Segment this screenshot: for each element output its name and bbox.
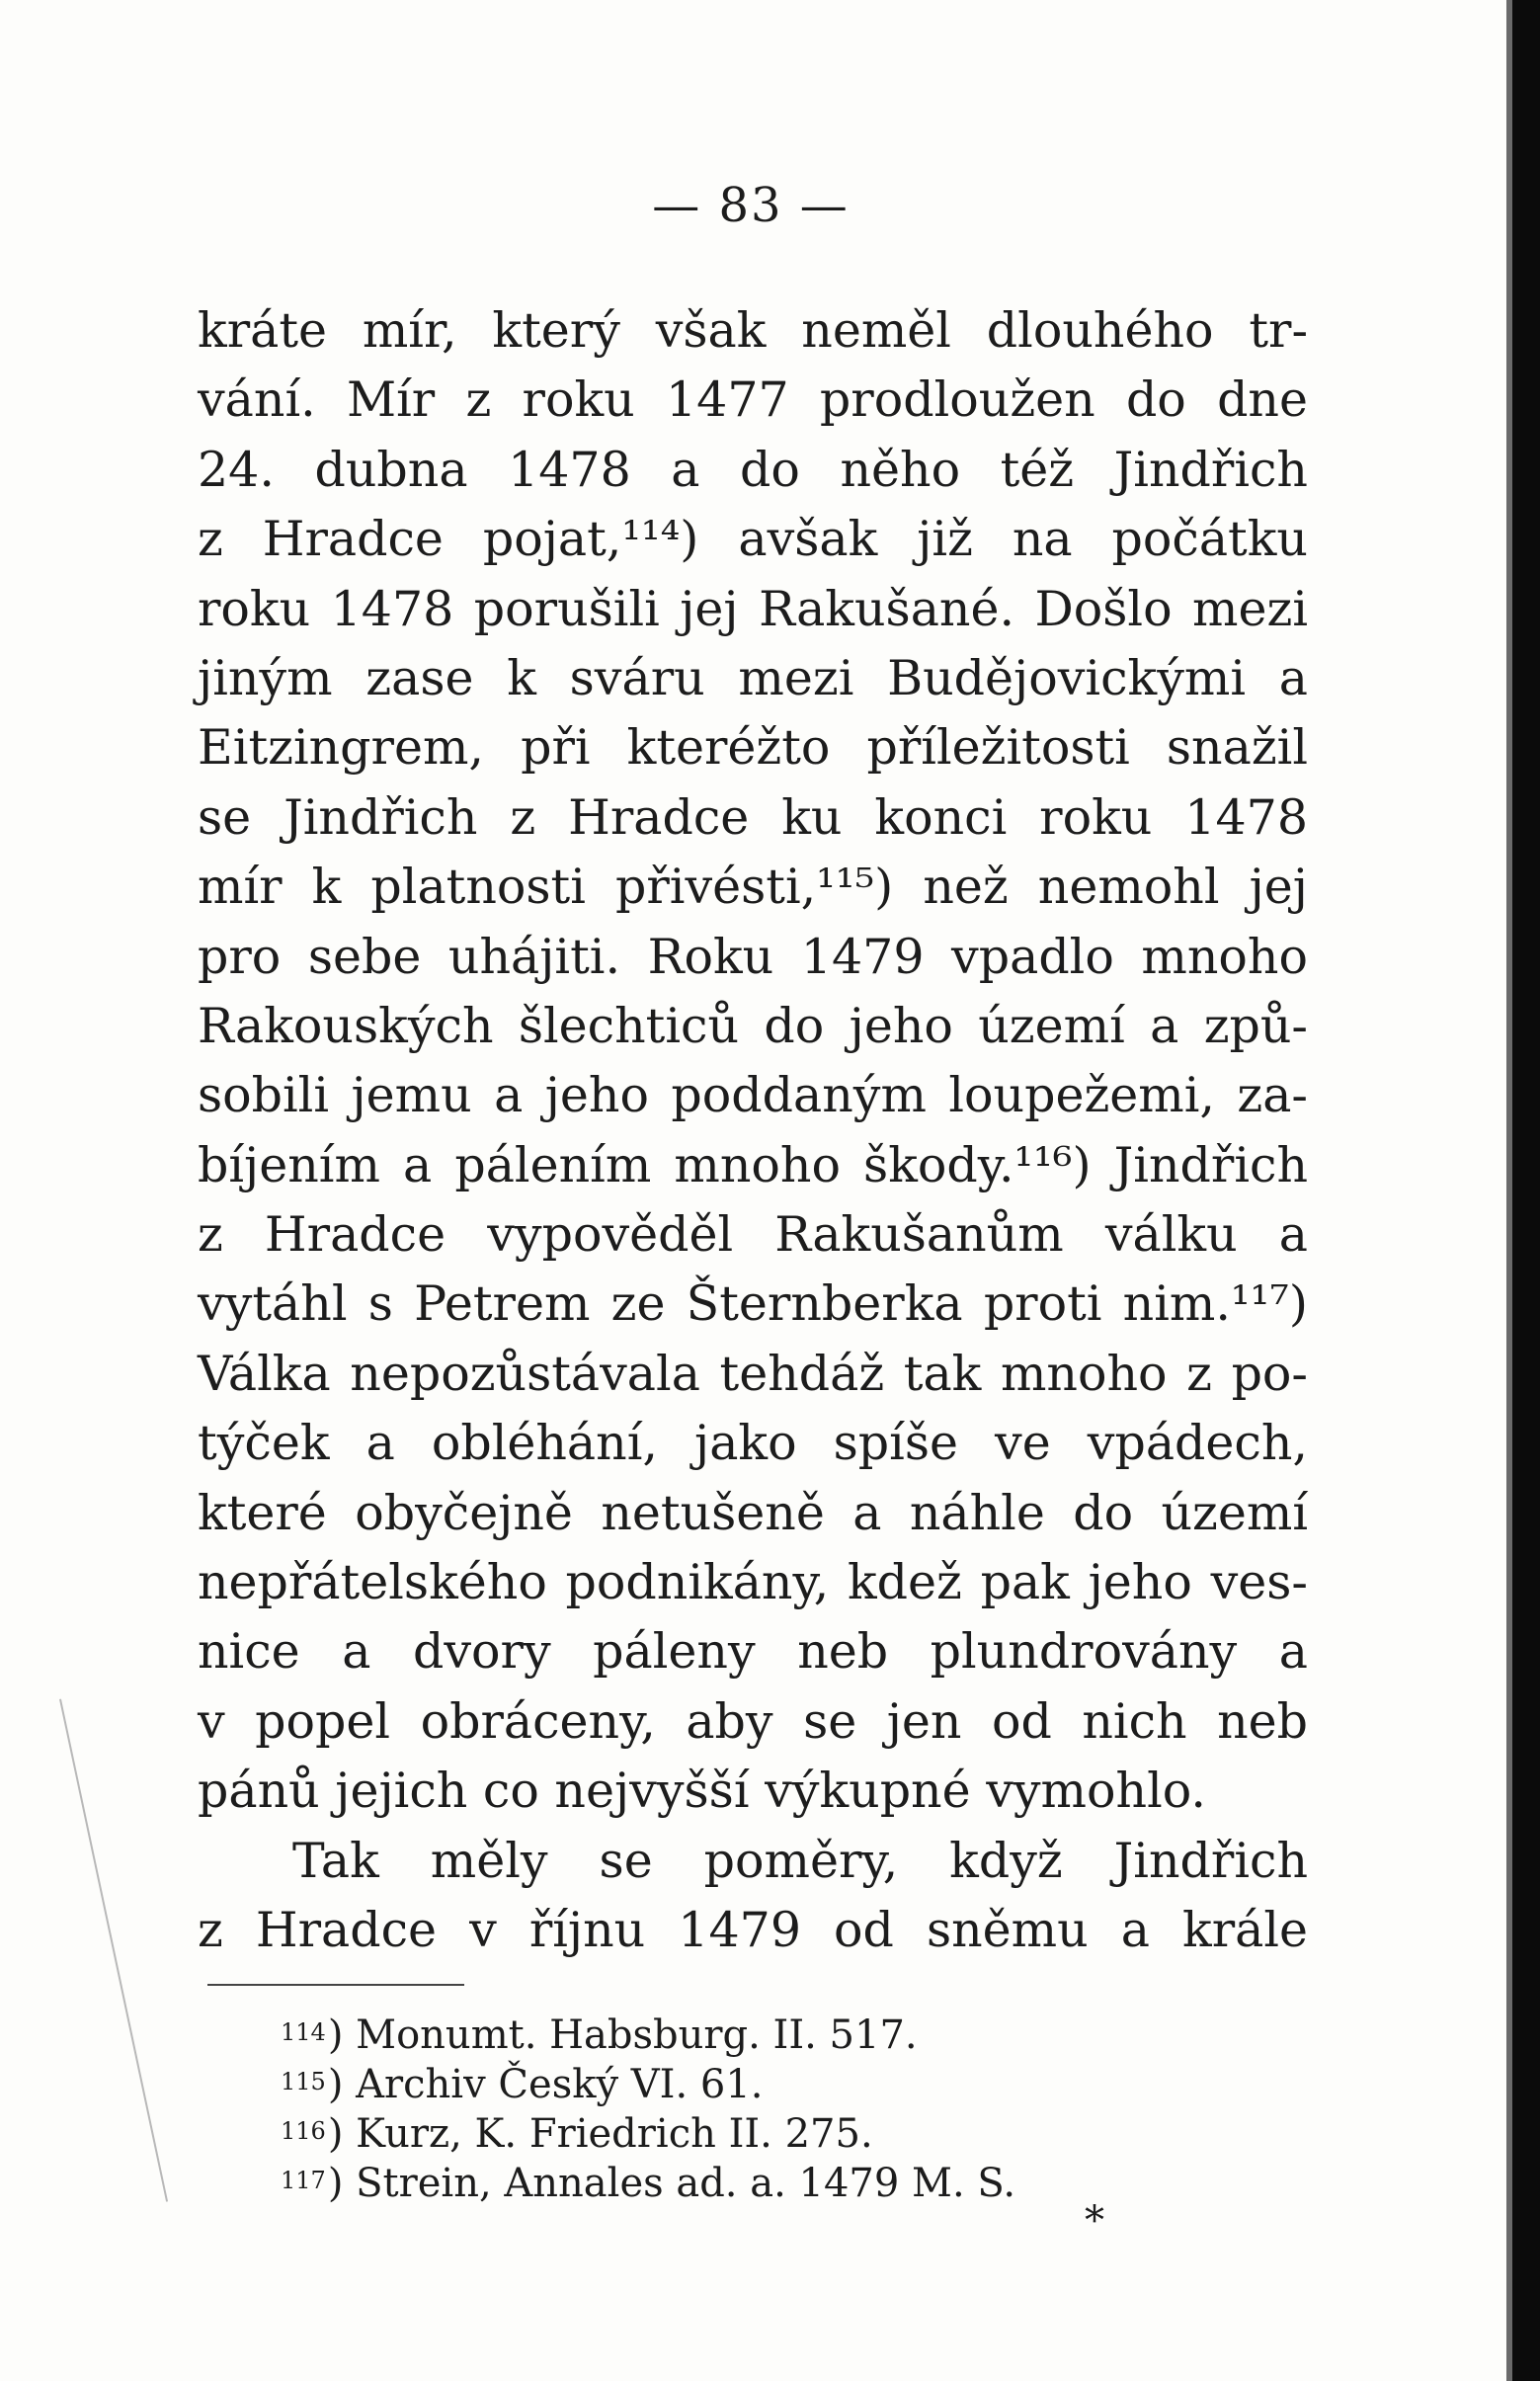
- footnotes: [281, 2010, 1015, 2207]
- footnote-item: [281, 2010, 1015, 2059]
- text-line: Válka nepozůstávala tehdáž tak mnoho z po-: [198, 1345, 1308, 1402]
- text-line: z Hradce v říjnu 1479 od sněmu a krále: [198, 1901, 1308, 1958]
- signature-mark: *: [1085, 2198, 1104, 2244]
- text-line: jiným zase k sváru mezi Budějovickými a: [198, 649, 1308, 706]
- text-line: roku 1478 porušili jej Rakušané. Došlo mezi: [198, 580, 1308, 637]
- text-line: se Jindřich z Hradce ku konci roku 1478: [198, 788, 1308, 846]
- paragraph-first-line: Tak měly se poměry, když Jindřich: [292, 1832, 1308, 1889]
- text-line: týček a obléhání, jako spíše ve vpádech,: [198, 1415, 1308, 1472]
- text-line: mír k platnosti přivésti,¹¹⁵) než nemohl jej: [198, 859, 1308, 916]
- main-text: [198, 296, 1308, 1965]
- text-line: které obyčejně netušeně a náhle do území: [198, 1484, 1308, 1541]
- text-line: Eitzingrem, při kteréžto příležitosti snažil: [198, 719, 1308, 777]
- text-line: nice a dvory páleny neb plundrovány a: [198, 1623, 1308, 1681]
- footnote-separator: [207, 1984, 464, 1986]
- footnote-text: ) Kurz, K. Friedrich II. 275.: [327, 2111, 873, 2157]
- text-line: z Hradce pojat,¹¹⁴) avšak již na počátku: [198, 511, 1308, 568]
- text-line: vytáhl s Petrem ze Šternberka proti nim.¹¹⁷): [198, 1275, 1308, 1333]
- footnote-item: [281, 2108, 1015, 2158]
- scan-artifact-line: [59, 1699, 168, 2202]
- text-line: v popel obráceny, aby se jen od nich neb: [198, 1692, 1308, 1750]
- footnote-item: [281, 2158, 1015, 2207]
- footnote-mark: 114: [281, 2018, 326, 2046]
- text-line: sobili jemu a jeho poddaným loupežemi, za-: [198, 1067, 1308, 1124]
- text-line: kráte mír, který však neměl dlouhého tr-: [198, 302, 1308, 359]
- text-line: Rakouských šlechticů do jeho území a způ-: [198, 997, 1308, 1054]
- text-line: pro sebe uhájiti. Roku 1479 vpadlo mnoho: [198, 928, 1308, 985]
- footnote-mark: 116: [281, 2117, 326, 2145]
- footnote-text: ) Archiv Český VI. 61.: [327, 2062, 764, 2107]
- page-number: — 83 —: [652, 178, 850, 233]
- text-line: nepřátelského podnikány, kdež pak jeho ves-: [198, 1554, 1308, 1611]
- text-line: 24. dubna 1478 a do něho též Jindřich: [198, 441, 1308, 498]
- footnote-text: ) Monumt. Habsburg. II. 517.: [327, 2012, 918, 2058]
- footnote-mark: 115: [281, 2068, 326, 2095]
- text-line: bíjením a pálením mnoho škody.¹¹⁶) Jindřich: [198, 1136, 1308, 1193]
- text-line: z Hradce vypověděl Rakušanům válku a: [198, 1206, 1308, 1264]
- footnote-text: ) Strein, Annales ad. a. 1479 M. S.: [327, 2161, 1016, 2206]
- footnote-mark: 117: [281, 2167, 326, 2194]
- footnote-item: [281, 2059, 1015, 2108]
- text-line: pánů jejich co nejvyšší výkupné vymohlo.: [198, 1763, 1206, 1820]
- page-edge-border: [1512, 0, 1540, 2381]
- text-line: vání. Mír z roku 1477 prodloužen do dne: [198, 371, 1308, 429]
